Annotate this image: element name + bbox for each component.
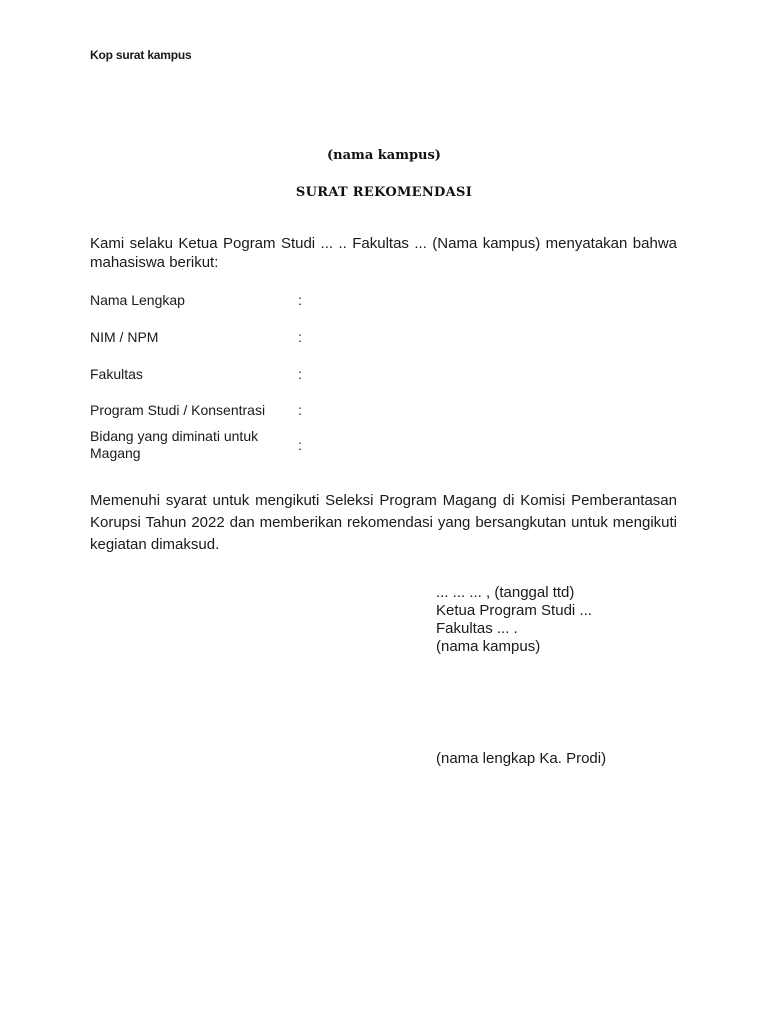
statement-paragraph: Memenuhi syarat untuk mengikuti Seleksi Program Magang di Komisi Pemberantasan Korupsi Tahun 2022 dan memberikan rekomendasi yang bersangkutan untuk mengikuti kegiatan dimaksud. <box>90 492 677 553</box>
signature-campus: (nama kampus) <box>436 638 541 655</box>
signature-faculty: Fakultas ... . <box>436 620 518 637</box>
letter-title: SURAT REKOMENDASI <box>295 185 473 200</box>
letterhead-placeholder: Kop surat kampus <box>90 48 192 62</box>
field-colon: : <box>298 366 302 382</box>
signature-date-line: ... ... ... , (tanggal ttd) <box>436 584 575 601</box>
campus-name-heading: (nama kampus) <box>327 148 441 163</box>
field-label: NIM / NPM <box>90 329 159 345</box>
signature-block <box>436 584 592 656</box>
intro-paragraph: Kami selaku Ketua Pogram Studi ... .. Fakultas ... (Nama kampus) menyatakan bahwa mahasiswa berikut: <box>90 235 677 271</box>
field-colon: : <box>298 402 302 418</box>
field-label: Program Studi / Konsentrasi <box>90 402 266 418</box>
signer-name: (nama lengkap Ka. Prodi) <box>436 750 607 767</box>
field-label: Nama Lengkap <box>90 292 185 308</box>
field-colon: : <box>298 329 302 345</box>
field-label: Bidang yang diminati untuk Magang <box>90 428 259 461</box>
field-colon: : <box>298 292 302 308</box>
signature-position: Ketua Program Studi ... <box>436 602 592 619</box>
field-colon: : <box>298 437 302 453</box>
field-label: Fakultas <box>90 366 143 382</box>
